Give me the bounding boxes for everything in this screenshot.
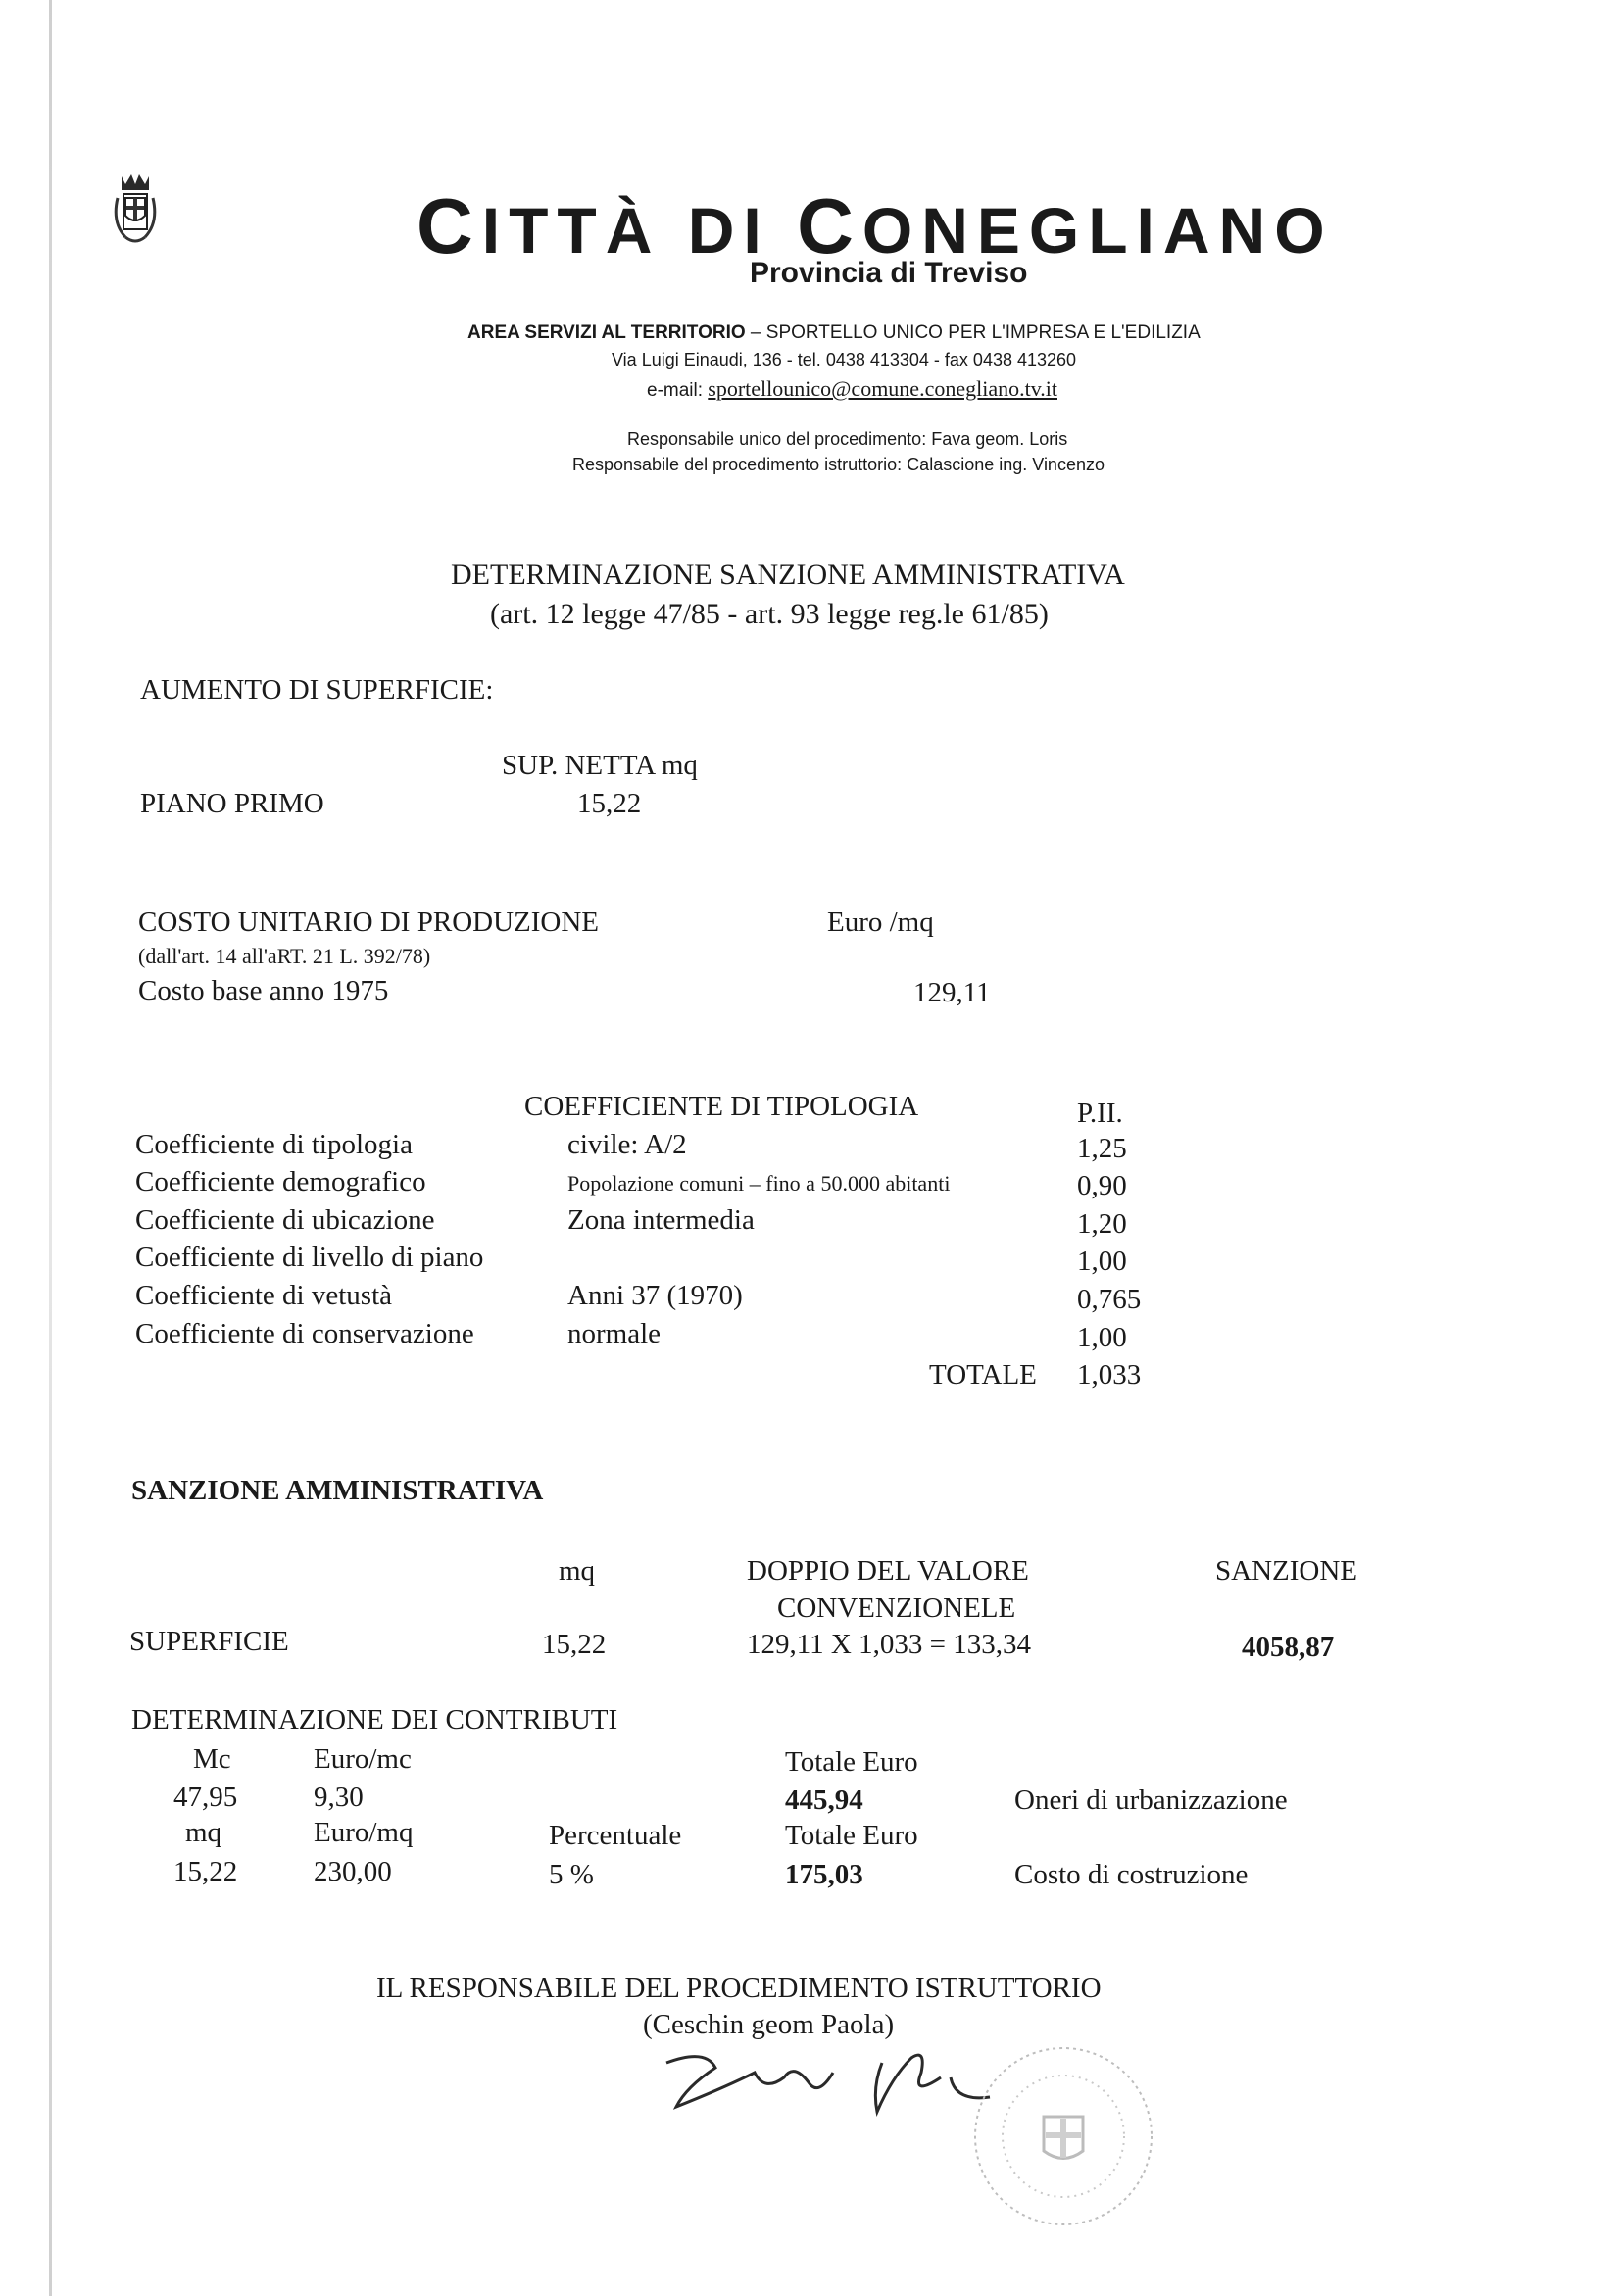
costo-label: COSTO UNITARIO DI PRODUZIONE [138,906,599,938]
coef-row-label: Coefficiente di conservazione [135,1318,474,1349]
aumento-heading: AUMENTO DI SUPERFICIE: [140,674,494,706]
sup-netta-header: SUP. NETTA mq [502,750,698,781]
handwritten-signature [647,2019,1000,2117]
coef-row-desc: Anni 37 (1970) [567,1280,743,1311]
superficie-sanzione: 4058,87 [1242,1632,1335,1663]
coef-row-label: Coefficiente di ubicazione [135,1204,435,1236]
email-line: e-mail: sportellounico@comune.conegliano.tv.it [647,376,1057,401]
coef-row-label: Coefficiente di tipologia [135,1129,413,1160]
coef-row-desc: Popolazione comuni – fino a 50.000 abitanti [567,1171,951,1196]
document-subtitle: (art. 12 legge 47/85 - art. 93 legge reg.le 61/85) [490,598,1049,630]
coef-total-value: 1,033 [1077,1359,1142,1391]
contributi-heading: DETERMINAZIONE DEI CONTRIBUTI [131,1704,618,1735]
sanzione-col-mq: mq [559,1555,596,1587]
email-link[interactable]: sportellounico@comune.conegliano.tv.it [708,376,1057,401]
contributi-costr-h1: mq [185,1817,222,1848]
city-title: CITTÀ DI CONEGLIANO [417,182,1334,269]
contributi-costr-v1: 15,22 [173,1856,238,1887]
costo-note: (dall'art. 14 all'aRT. 21 L. 392/78) [138,944,431,968]
coef-total-label: TOTALE [929,1359,1037,1391]
coefficienti-header-col: P.II. [1077,1098,1123,1129]
contributi-costr-h2: Euro/mq [314,1817,414,1848]
contributi-urb-h1: Mc [193,1743,231,1775]
costo-unit: Euro /mq [827,906,934,938]
coef-row-desc: normale [567,1318,662,1349]
firma-role: IL RESPONSABILE DEL PROCEDIMENTO ISTRUTTORIO [376,1973,1102,2004]
sanzione-col-doppio-2: CONVENZIONELE [777,1592,1016,1624]
office-line: AREA SERVIZI AL TERRITORIO – SPORTELLO UNICO PER L'IMPRESA E L'EDILIZIA [467,322,1201,343]
costo-base-label: Costo base anno 1975 [138,975,389,1006]
coef-row-value: 1,25 [1077,1133,1127,1164]
official-stamp [965,2038,1161,2234]
superficie-label: SUPERFICIE [129,1626,289,1657]
coefficienti-header: COEFFICIENTE DI TIPOLOGIA [524,1091,919,1122]
contributi-urb-h4: Totale Euro [785,1746,918,1778]
contributi-urb-h2: Euro/mc [314,1743,412,1775]
province: Provincia di Treviso [750,257,1028,289]
coef-row-value: 1,00 [1077,1246,1127,1277]
coef-row-label: Coefficiente di vetustà [135,1280,392,1311]
superficie-mq: 15,22 [542,1629,607,1660]
contributi-costr-h4: Totale Euro [785,1820,918,1851]
coef-row-desc: civile: A/2 [567,1129,687,1160]
coef-row-value: 0,765 [1077,1284,1142,1315]
sanzione-col-sanzione: SANZIONE [1215,1555,1357,1587]
piano-primo-label: PIANO PRIMO [140,788,324,819]
coef-row-value: 1,20 [1077,1208,1127,1240]
superficie-formula: 129,11 X 1,033 = 133,34 [747,1629,1031,1660]
coef-row-label: Coefficiente di livello di piano [135,1242,484,1273]
scan-edge [49,0,52,2296]
costo-base-value: 129,11 [913,977,991,1008]
contributi-costr-v2: 230,00 [314,1856,392,1887]
contributi-urb-desc: Oneri di urbanizzazione [1014,1784,1288,1816]
firma-name: (Ceschin geom Paola) [643,2009,895,2040]
contributi-urb-v4: 445,94 [785,1784,863,1816]
document-title: DETERMINAZIONE SANZIONE AMMINISTRATIVA [451,559,1125,591]
responsabile-istruttorio: Responsabile del procedimento istruttorio: Calascione ing. Vincenzo [572,455,1105,474]
piano-primo-value: 15,22 [577,788,642,819]
contributi-costr-h3: Percentuale [549,1820,682,1851]
coef-row-desc: Zona intermedia [567,1204,755,1236]
responsabile-unico: Responsabile unico del procedimento: Fava geom. Loris [627,429,1068,449]
contributi-costr-v4: 175,03 [785,1859,863,1890]
coat-of-arms-icon [106,169,165,257]
address-line: Via Luigi Einaudi, 136 - tel. 0438 413304 - fax 0438 413260 [612,350,1077,369]
contributi-urb-v1: 47,95 [173,1782,238,1813]
coef-row-label: Coefficiente demografico [135,1166,426,1197]
coef-row-value: 1,00 [1077,1322,1127,1353]
contributi-urb-v2: 9,30 [314,1782,364,1813]
sanzione-col-doppio: DOPPIO DEL VALORE [747,1555,1029,1587]
coef-row-value: 0,90 [1077,1170,1127,1201]
sanzione-heading: SANZIONE AMMINISTRATIVA [131,1475,544,1506]
contributi-costr-v3: 5 % [549,1859,594,1890]
contributi-costr-desc: Costo di costruzione [1014,1859,1249,1890]
